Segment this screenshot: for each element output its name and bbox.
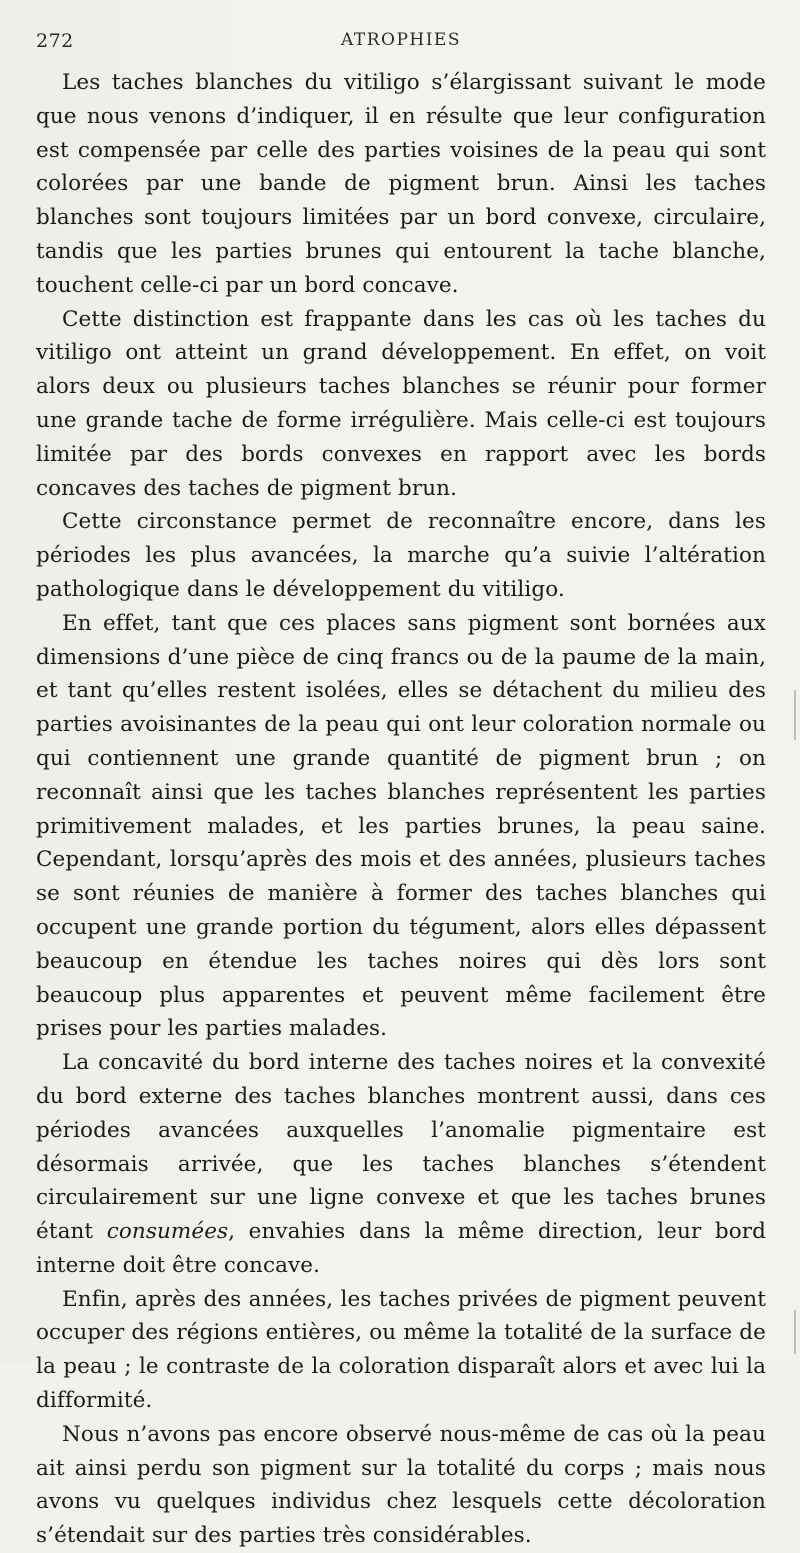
- paragraph-4: En effet, tant que ces places sans pigment sont bornées aux dimensions d’une pièce de cinq francs ou de la paume de la main, et tant qu’elles restent isolées, elles se détachent du milieu des parties avoisinantes de la peau qui ont leur coloration normale ou qui contiennent une grande quantité de pigment brun ; on reconnaît ainsi que les taches blanches représentent les parties primitivement malades, et les parties brunes, la peau saine. Cependant, lorsqu’après des mois et des années, plusieurs taches se sont réunies de manière à former des taches blanches qui occupent une grande portion du tégument, alors elles dépassent beaucoup en étendue les taches noires qui dès lors sont beaucoup plus apparentes et peuvent même facilement être prises pour les parties malades.: [36, 610, 766, 1042]
- paragraph-5-after: , envahies dans la même direction, leur bord interne doit être concave.: [36, 1219, 766, 1278]
- running-title: ATROPHIES: [341, 30, 461, 50]
- paragraph-7: Nous n’avons pas encore observé nous-même de cas où la peau ait ainsi perdu son pigment sur la totalité du corps ; mais nous avons vu quelques individus chez lesquels cette décoloration s’étendait sur des parties très considérables.: [36, 1421, 766, 1549]
- emphasis-consumees: consumées: [106, 1219, 229, 1245]
- page-header: [36, 28, 766, 58]
- page-edge-mark: [794, 1310, 796, 1354]
- body-text: [36, 66, 766, 1553]
- paragraph-3: Cette circonstance permet de reconnaître encore, dans les périodes les plus avancées, la marche qu’a suivie l’altération pathologique dans le développement du vitiligo.: [36, 509, 766, 602]
- paragraph-2: Cette distinction est frappante dans les cas où les taches du vitiligo ont atteint un grand développement. En effet, on voit alors deux ou plusieurs taches blanches se réunir pour former une grande tache de forme irrégulière. Mais celle-ci est toujours limitée par des bords convexes en rapport avec les bords concaves des taches de pigment brun.: [36, 306, 766, 501]
- paragraph-6: Enfin, après des années, les taches privées de pigment peuvent occuper des régions entières, ou même la totalité de la surface de la peau ; le contraste de la coloration disparaît alors et avec lui la difformité.: [36, 1286, 766, 1414]
- paragraph-1: Les taches blanches du vitiligo s’élargissant suivant le mode que nous venons d’indiquer, il en résulte que leur configuration est compensée par celle des parties voisines de la peau qui sont colorées par une bande de pigment brun. Ainsi les taches blanches sont toujours limitées par un bord convexe, circulaire, tandis que les parties brunes qui entourent la tache blanche, touchent celle-ci par un bord concave.: [36, 70, 766, 298]
- paragraph-5: [36, 1046, 766, 1283]
- paragraph-5-before: La concavité du bord interne des taches noires et la convexité du bord externe des taches blanches montrent aussi, dans ces périodes avancées auxquelles l’anomalie pigmentaire est désormais arrivée, que les taches blanches s’étendent circulairement sur une ligne convexe et que les taches brunes étant: [36, 1050, 766, 1245]
- page-edge-mark: [794, 690, 796, 740]
- page-number: 272: [36, 30, 74, 52]
